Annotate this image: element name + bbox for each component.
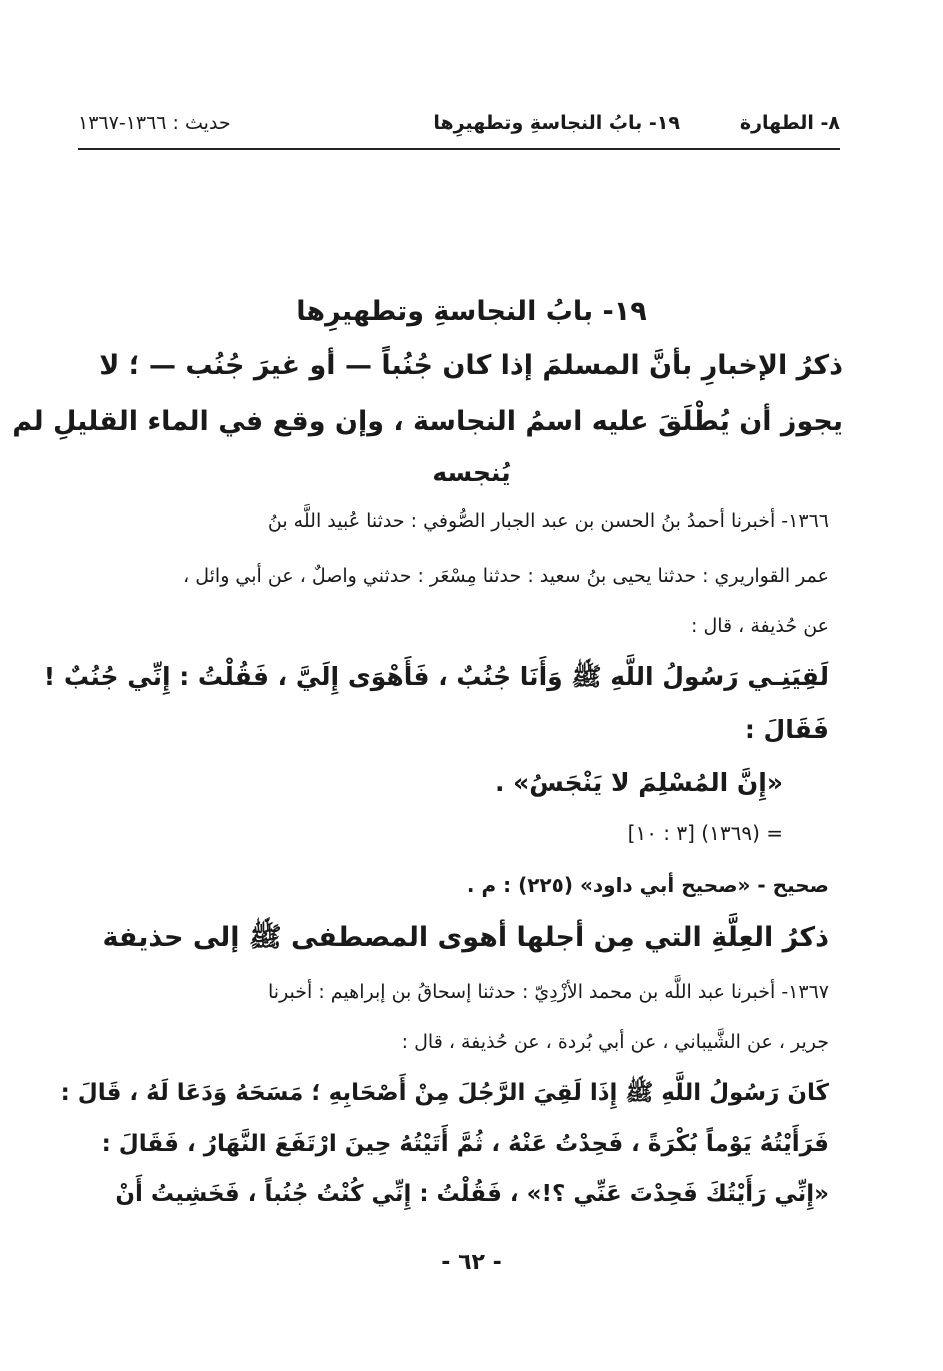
header-hadith-range: حديث : ١٣٦٦-١٣٦٧ <box>78 112 231 134</box>
isnad-line: جرير ، عن الشَّيباني ، عن أبي بُردة ، عن حُذيفة ، قال : <box>401 1031 829 1053</box>
hadith-text-line: «إِنِّي رَأَيْتُكَ فَحِدْتَ عَنِّي ؟!» ، فَقُلْتُ : إِنِّي كُنْتُ جُنُباً ، فَخَشِيتُ أَنْ <box>115 1181 829 1207</box>
cross-reference: = (١٣٦٩) [٣ : ١٠] <box>627 821 783 845</box>
isnad-line: ١٣٦٧- أخبرنا عبد اللَّه بن محمد الأزْدِيّ : حدثنا إسحاقُ بن إبراهيم : أخبرنا <box>268 981 829 1003</box>
page-number: - ٦٢ - <box>441 1250 502 1275</box>
header-chapter-title: ١٩- بابُ النجاسةِ وتطهيرِها <box>433 112 680 134</box>
isnad-line: عمر القواريري : حدثنا يحيى بنُ سعيد : حدثنا مِسْعَر : حدثني واصلٌ ، عن أبي وائل ، <box>183 565 829 587</box>
header-book-title: ٨- الطهارة <box>739 112 840 134</box>
hadith-text-line: فَقَالَ : <box>744 715 829 744</box>
hadith-grading: صحيح - «صحيح أبي داود» (٢٢٥) : م . <box>466 873 829 897</box>
hadith-text-line: «إِنَّ المُسْلِمَ لا يَنْجَسُ» . <box>494 768 783 797</box>
chapter-title: ١٩- بابُ النجاسةِ وتطهيرِها <box>296 296 647 327</box>
hadith-text-line: لَقِيَنِـي رَسُولُ اللَّهِ ﷺ وَأَنَا جُنُبٌ ، فَأَهْوَى إِلَيَّ ، فَقُلْتُ : إِنِّي جُنُبٌ ! <box>43 662 829 691</box>
hadith-text-line: كَانَ رَسُولُ اللَّهِ ﷺ إِذَا لَقِيَ الرَّجُلَ مِنْ أَصْحَابِهِ ؛ مَسَحَهُ وَدَعَا لَهُ ، قَالَ : <box>60 1080 829 1106</box>
section-title: ذكرُ العِلَّةِ التي مِن أجلها أهوى المصطفى ﷺ إلى حذيفة <box>102 922 829 953</box>
isnad-line: ١٣٦٦- أخبرنا أحمدُ بنُ الحسن بن عبد الجبار الصُّوفي : حدثنا عُبيد اللَّه بنُ <box>267 510 829 532</box>
isnad-line: عن حُذيفة ، قال : <box>691 615 829 637</box>
section-title-line: ذكرُ الإخبارِ بأنَّ المسلمَ إذا كان جُنُباً — أو غيرَ جُنُب — ؛ لا <box>99 350 843 381</box>
hadith-text-line: فَرَأَيْتُهُ يَوْماً بُكْرَةً ، فَحِدْتُ عَنْهُ ، ثُمَّ أَتَيْتُهُ حِينَ ارْتَفَعَ النَّهَارُ ، فَقَالَ : <box>101 1131 829 1157</box>
section-title-line: يجوز أن يُطْلَقَ عليه اسمُ النجاسة ، وإن وقع في الماء القليلِ لم <box>12 406 843 437</box>
section-title-line: يُنجسه <box>432 458 511 487</box>
running-header <box>78 108 840 150</box>
